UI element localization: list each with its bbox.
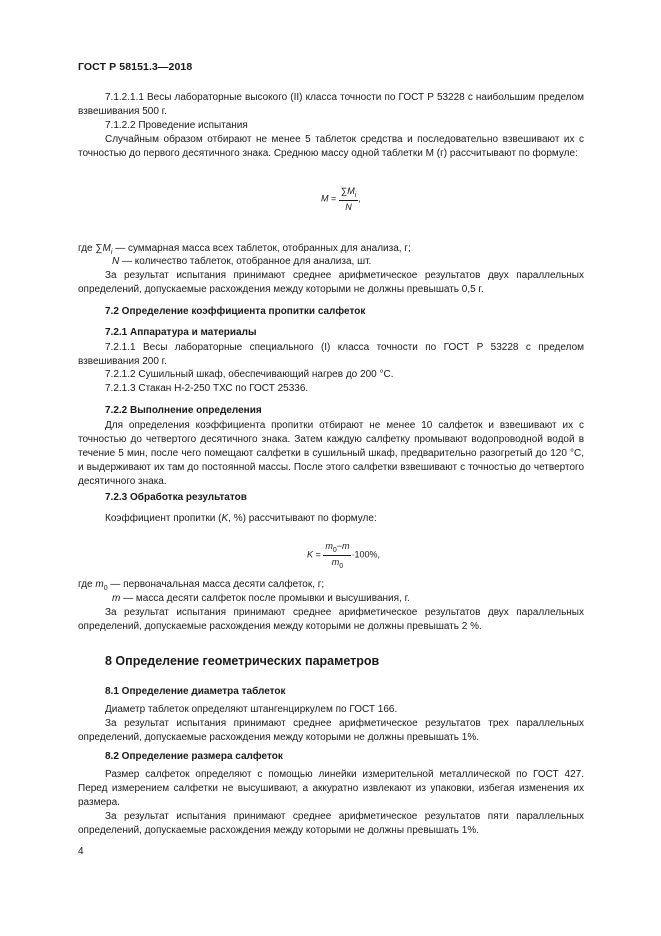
where1-desc1: — суммарная масса всех таблеток, отобранных для анализа, г; — [112, 243, 411, 254]
section-8-1-heading: 8.1 Определение диаметра таблеток — [105, 686, 286, 697]
clause-7-1-2-2-title: 7.1.2.2 Проведение испытания — [105, 120, 248, 131]
document-code-header: ГОСТ Р 58151.3—2018 — [78, 61, 193, 73]
where1-sum-sign: ∑ — [95, 243, 103, 254]
where2-sym1: m — [95, 579, 104, 590]
where2-lead: где — [78, 579, 96, 590]
clause-7-2-1-3: 7.2.1.3 Стакан Н-2-250 ТХС по ГОСТ 25336. — [105, 383, 309, 394]
intro-part-b: , %) рассчитывают по формуле: — [228, 513, 377, 524]
page-number: 4 — [78, 846, 84, 857]
where1-sym2: N — [112, 256, 120, 267]
where1-sym1: M — [102, 243, 111, 254]
formula2-den-sub: 0 — [339, 562, 344, 570]
intro-var: K — [221, 513, 229, 524]
formula2-fraction — [323, 541, 351, 570]
section-7-2-1-heading: 7.2.1 Аппаратура и материалы — [105, 327, 257, 338]
formula-impregnation-coefficient — [307, 541, 380, 570]
formula1-num-var: M — [347, 186, 355, 196]
section-8-heading: 8 Определение геометрических параметров — [105, 654, 380, 668]
intro-part-a: Коэффициент пропитки ( — [105, 513, 222, 524]
result-1: За результат испытания принимают среднее арифметическое результатов двух параллельных определений, допускаемые расхождения между которыми не должны превышать 0,5 г. — [78, 270, 584, 295]
section-8-2-text-2: За результат испытания принимают среднее арифметическое результатов пяти параллельных определений, допускаемые расхождения между которыми не должны превышать 1%. — [78, 811, 584, 836]
where2-sym2: m — [112, 593, 121, 604]
formula1-tail: , — [358, 193, 361, 204]
formula2-num-a: m — [325, 541, 333, 551]
clause-7-2-1-1: 7.2.1.1 Весы лабораторные специального (I) класса точности по ГОСТ Р 53228 с пределом взвешивания 200 г. — [78, 342, 584, 367]
clause-7-1-2-2-text: Случайным образом отбирают не менее 5 таблеток средства и последовательно взвешивают их с точностью до первого десятичного знака. Среднюю массу одной таблетки М (г) рассчитывают по формуле: — [78, 134, 584, 159]
formula-mean-tablet-mass — [321, 186, 361, 212]
formula1-lhs: M — [321, 193, 329, 204]
formula2-num-b: m — [341, 541, 350, 551]
where1-lead: где — [78, 243, 96, 254]
result-2: За результат испытания принимают среднее арифметическое результатов двух параллельных определений, допускаемые расхождения между которыми не должны превышать 2 %. — [78, 607, 584, 632]
section-8-1-text-1: Диаметр таблеток определяют штангенциркулем по ГОСТ 166. — [105, 704, 398, 715]
where-block-1-line-2 — [112, 255, 371, 269]
formula2-tail: ·100%, — [351, 549, 381, 560]
section-8-2-text-1: Размер салфеток определяют с помощью линейки измерительной металлической по ГОСТ 427. Перед измерением салфетки не высушивают, а аккуратно извлекают из упаковки, избегая изменения их размера. — [78, 769, 584, 808]
section-7-2-heading: 7.2 Определение коэффициента пропитки салфеток — [105, 306, 366, 317]
clause-7-2-1-2: 7.2.1.2 Сушильный шкаф, обеспечивающий нагрев до 200 °С. — [105, 369, 394, 380]
where1-desc2: — количество таблеток, отобранное для анализа, шт. — [119, 256, 372, 267]
where2-desc2: — масса десяти салфеток после промывки и высушивания, г. — [120, 593, 410, 604]
formula1-fraction — [339, 186, 358, 212]
where2-desc1: — первоначальная масса десяти салфеток, г; — [107, 579, 325, 590]
formula1-sum-sign: ∑ — [340, 186, 348, 196]
where-block-2-line-2 — [112, 592, 410, 606]
where2-sym1-sub: 0 — [103, 585, 108, 592]
formula2-lhs: K — [307, 549, 314, 560]
formula1-num-sub: i — [354, 191, 357, 199]
section-8-1-text-2: За результат испытания принимают среднее арифметическое результатов трех параллельных определений, допускаемые расхождения между которыми не должны превышать 1%. — [78, 718, 584, 743]
formula2-num-a-sub: 0 — [332, 546, 337, 554]
formula2-denominator — [332, 556, 343, 570]
clause-7-1-2-1-1: 7.1.2.1.1 Весы лабораторные высокого (II) класса точности по ГОСТ Р 53228 с наибольшим пределом взвешивания 500 г. — [78, 92, 584, 117]
section-7-2-3-heading: 7.2.3 Обработка результатов — [105, 492, 247, 503]
formula1-eq: = — [331, 193, 337, 204]
where1-sym1-sub: i — [110, 249, 113, 256]
formula2-eq: = — [315, 549, 321, 560]
formula2-den-var: m — [331, 556, 340, 567]
section-7-2-2-heading: 7.2.2 Выполнение определения — [105, 405, 262, 416]
formula2-minus: − — [336, 541, 342, 551]
formula1-denominator: N — [345, 201, 352, 212]
clause-7-2-3-intro — [105, 512, 377, 526]
formula1-numerator — [339, 186, 358, 201]
clause-7-2-2-text: Для определения коэффициента пропитки отбирают не менее 10 салфеток и взвешивают их с точностью до четвертого десятичного знака. Затем каждую салфетку промывают водопроводной водой в течение 5 мин, после чего помещают салфетки в сушильный шкаф, предварительно разогретый до 120 °С, и выдерживают их там до постоянной массы. После этого салфетки взвешивают с точностью до четвертого десятичного знака. — [78, 420, 584, 487]
section-8-2-heading: 8.2 Определение размера салфеток — [105, 751, 283, 762]
formula2-numerator — [323, 541, 351, 556]
